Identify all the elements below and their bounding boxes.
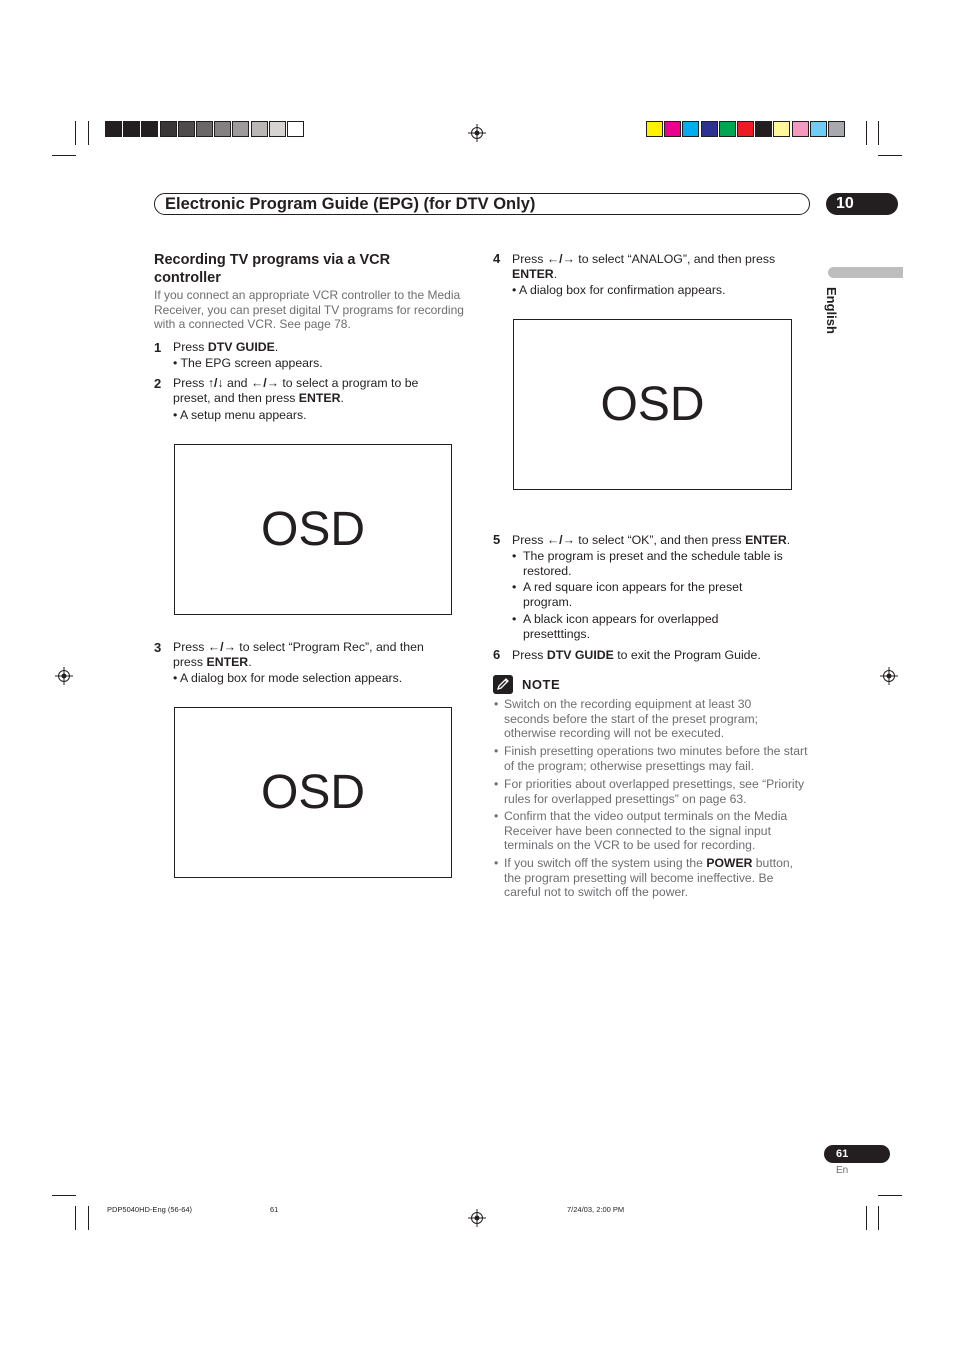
step-number: 3: [154, 640, 162, 655]
color-swatch: [810, 121, 827, 137]
pencil-icon: [493, 675, 513, 694]
arrow-left-right-icon: ←/→: [546, 533, 575, 547]
page-number-badge: 61: [824, 1145, 890, 1163]
arrow-left-right-icon: ←/→: [546, 252, 575, 266]
color-swatch: [828, 121, 845, 137]
note-item: • Finish presetting operations two minutes before the start of the program; otherwise presettings may fail.: [494, 744, 808, 773]
step-text: Press DTV GUIDE to exit the Program Guide.: [512, 648, 761, 662]
step-bullet: • The EPG screen appears.: [173, 356, 323, 370]
section-title: Recording TV programs via a VCR controller: [154, 252, 391, 286]
step-bullet: • A dialog box for mode selection appears.: [173, 671, 403, 685]
step-number: 5: [493, 532, 501, 547]
color-swatch: [269, 121, 286, 137]
language-side-label: English: [824, 287, 839, 334]
step-number: 1: [154, 340, 162, 355]
color-swatch: [646, 121, 663, 137]
color-swatch: [719, 121, 736, 137]
arrow-up-down-icon: ↑/↓: [207, 376, 224, 390]
osd-label: OSD: [600, 378, 705, 431]
chapter-title: Electronic Program Guide (EPG) (for DTV Only): [165, 195, 536, 213]
note-heading: NOTE: [522, 677, 561, 692]
color-swatch: [773, 121, 790, 137]
page-language: En: [836, 1165, 849, 1176]
note-item: • Confirm that the video output terminals on the Media Receiver have been connected to the signal input terminals on the VCR to be used for recording.: [494, 809, 788, 852]
side-tab-bar: [828, 267, 903, 278]
color-swatch: [232, 121, 249, 137]
step-number: 2: [154, 376, 162, 391]
chapter-number-badge: 10: [826, 193, 898, 215]
step-number: 4: [493, 251, 501, 266]
step-text: Press DTV GUIDE.: [173, 340, 279, 354]
step-bullet: • A setup menu appears.: [173, 408, 307, 422]
color-swatch: [141, 121, 158, 137]
color-swatch: [196, 121, 213, 137]
color-swatch: [755, 121, 772, 137]
note-item: • If you switch off the system using the POWER button, the program presetting will become ineffective. Be careful not to switch off the power.: [494, 856, 794, 899]
step-number: 6: [493, 647, 501, 662]
osd-screen-placeholder: [174, 707, 452, 878]
step-text: Press ←/→ to select “OK”, and then press ENTER.: [512, 533, 791, 547]
step-bullet: • A dialog box for confirmation appears.: [512, 283, 726, 297]
color-swatch: [682, 121, 699, 137]
color-swatch: [214, 121, 231, 137]
section-intro: If you connect an appropriate VCR controller to the Media Receiver, you can preset digital TV programs for recording with a connected VCR. See page 78.: [154, 288, 464, 331]
step-bullet: • The program is preset and the schedule table is restored.: [512, 549, 783, 578]
registration-mark-icon: [880, 667, 898, 685]
step-text: Press ←/→ to select “Program Rec”, and then press ENTER.: [173, 640, 424, 669]
footer-file-page: 61: [270, 1205, 279, 1214]
step-text: Press ↑/↓ and ←/→ to select a program to be preset, and then press ENTER.: [173, 376, 419, 405]
osd-label: OSD: [260, 503, 365, 556]
color-swatch: [701, 121, 718, 137]
osd-screen-placeholder: [174, 444, 452, 615]
color-swatch: [792, 121, 809, 137]
color-swatch: [287, 121, 304, 137]
step-text: Press ←/→ to select “ANALOG”, and then press ENTER.: [512, 252, 776, 281]
footer-date: 7/24/03, 2:00 PM: [567, 1205, 625, 1214]
color-swatch: [105, 121, 122, 137]
osd-label: OSD: [260, 766, 365, 819]
color-swatch: [737, 121, 754, 137]
osd-screen-placeholder: [513, 319, 792, 490]
color-swatch: [178, 121, 195, 137]
registration-mark-icon: [55, 667, 73, 685]
color-swatch: [664, 121, 681, 137]
registration-mark-icon: [468, 1209, 486, 1227]
footer-file-name: PDP5040HD-Eng (56-64): [107, 1205, 193, 1214]
color-swatch: [251, 121, 268, 137]
step-bullet: • A black icon appears for overlapped presetttings.: [512, 612, 719, 641]
color-swatch: [123, 121, 140, 137]
arrow-left-right-icon: ←/→: [207, 640, 236, 654]
registration-mark-icon: [468, 124, 486, 142]
arrow-left-right-icon: ←/→: [250, 376, 279, 390]
note-item: • For priorities about overlapped presettings, see “Priority rules for overlapped presettings” on page 63.: [494, 777, 805, 806]
color-swatch: [160, 121, 177, 137]
note-item: • Switch on the recording equipment at least 30 seconds before the start of the preset program; otherwise recording will not be executed.: [494, 697, 759, 740]
step-bullet: • A red square icon appears for the preset program.: [512, 580, 743, 609]
